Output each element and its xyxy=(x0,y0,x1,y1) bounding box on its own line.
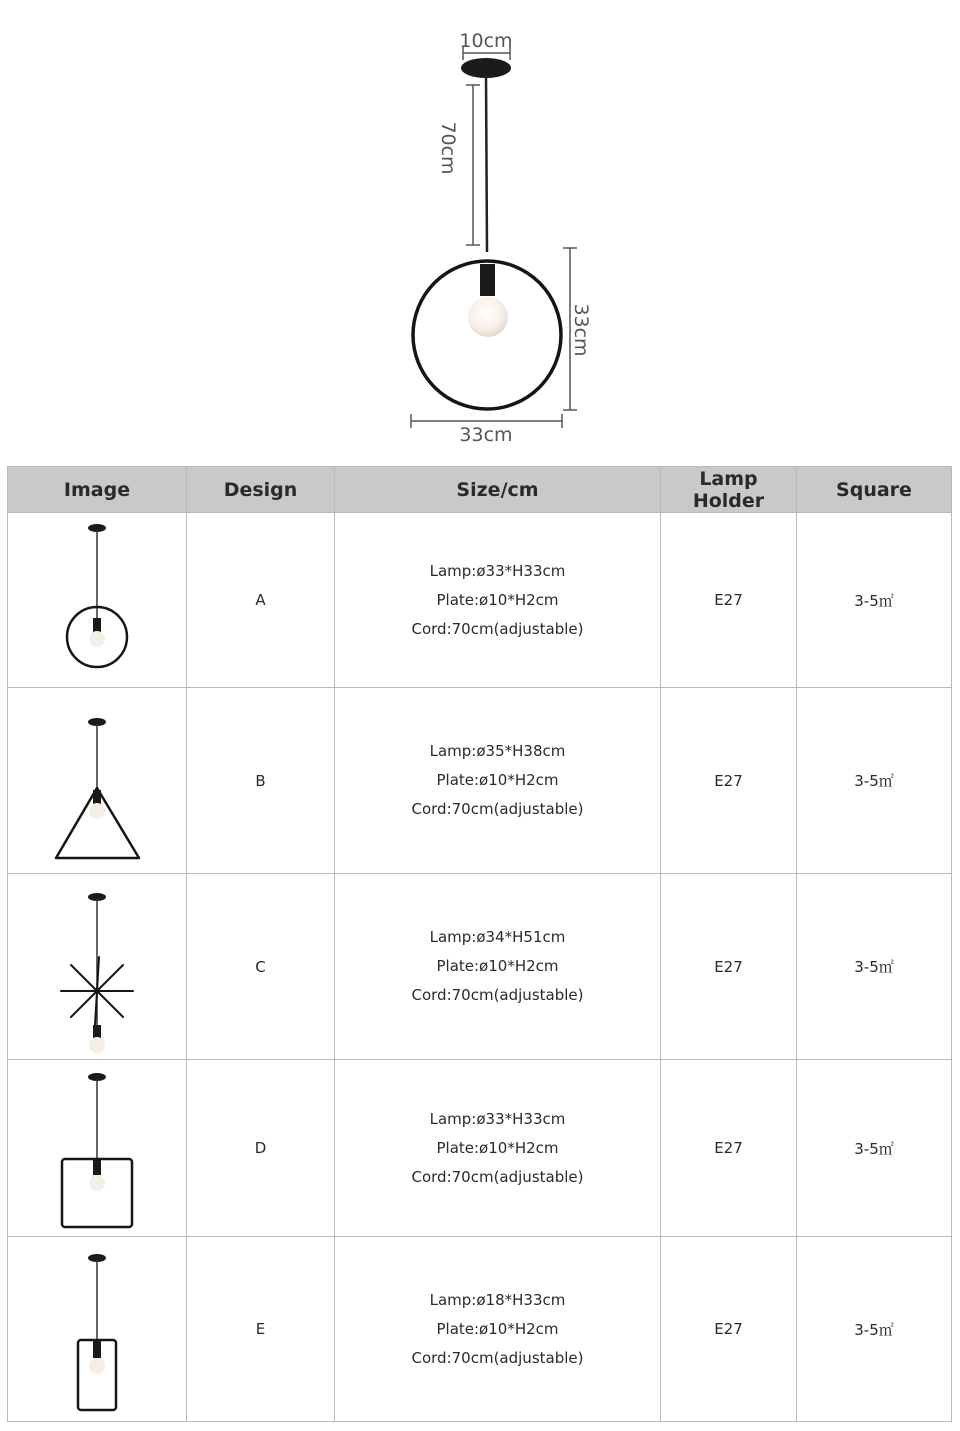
plate-width-dimension xyxy=(459,30,512,60)
size-cell xyxy=(335,688,661,874)
header-size: Size/cm xyxy=(335,467,661,513)
header-image: Image xyxy=(8,467,187,513)
cord xyxy=(486,75,487,252)
cord-length-label: 70cm xyxy=(437,121,459,175)
header-design: Design xyxy=(187,467,335,513)
star-lamp-icon xyxy=(37,879,157,1055)
plate-width-label: 10cm xyxy=(459,30,513,52)
plate-size: Plate:ø10*H2cm xyxy=(436,1319,559,1338)
design-cell: B xyxy=(187,688,335,874)
plate-size: Plate:ø10*H2cm xyxy=(436,1138,559,1157)
cord-size: Cord:70cm(adjustable) xyxy=(411,1167,584,1186)
table-row xyxy=(8,1237,952,1422)
lamp-size: Lamp:ø33*H33cm xyxy=(429,561,566,580)
lamp-holder-cell: E27 xyxy=(661,688,797,874)
lamp-height-label: 33cm xyxy=(570,303,592,357)
header-lamp-holder: Lamp Holder xyxy=(661,467,797,513)
image-cell xyxy=(8,874,187,1060)
design-cell: C xyxy=(187,874,335,1060)
image-cell xyxy=(8,688,187,874)
square-cell: 3-5㎡ xyxy=(797,688,952,874)
lamp-holder-cell: E27 xyxy=(661,513,797,688)
lamp-socket xyxy=(480,264,495,296)
lamp-size: Lamp:ø34*H51cm xyxy=(429,928,566,946)
plate-size: Plate:ø10*H2cm xyxy=(436,771,559,789)
lamp-size: Lamp:ø18*H33cm xyxy=(429,1290,566,1309)
lamp-height-dimension xyxy=(563,248,592,410)
lamp-holder-cell: E27 xyxy=(661,1237,797,1422)
design-cell: A xyxy=(187,513,335,688)
square-cell: 3-5㎡ xyxy=(797,513,952,688)
table-header-row xyxy=(8,467,952,513)
rectangle-lamp-icon xyxy=(37,1244,157,1414)
dimension-diagram xyxy=(0,0,960,462)
table-row xyxy=(8,688,952,874)
cord-length-dimension xyxy=(437,85,480,245)
lamp-width-dimension xyxy=(411,414,562,446)
lamp-holder-cell: E27 xyxy=(661,874,797,1060)
plate-size: Plate:ø10*H2cm xyxy=(436,957,559,975)
table-row xyxy=(8,513,952,688)
lamp-size: Lamp:ø35*H38cm xyxy=(429,742,566,760)
lamp-size: Lamp:ø33*H33cm xyxy=(429,1109,566,1128)
lamp-holder-cell: E27 xyxy=(661,1060,797,1237)
cord-size: Cord:70cm(adjustable) xyxy=(411,800,584,818)
size-cell xyxy=(335,1237,661,1422)
image-cell xyxy=(8,1237,187,1422)
square-lamp-icon xyxy=(37,1065,157,1231)
square-cell: 3-5㎡ xyxy=(797,1237,952,1422)
header-square: Square xyxy=(797,467,952,513)
design-cell: D xyxy=(187,1060,335,1237)
size-cell xyxy=(335,513,661,688)
light-bulb xyxy=(468,297,508,337)
triangle-lamp-icon xyxy=(37,696,157,866)
square-cell: 3-5㎡ xyxy=(797,1060,952,1237)
size-cell xyxy=(335,1060,661,1237)
size-cell xyxy=(335,874,661,1060)
plate-size: Plate:ø10*H2cm xyxy=(436,590,559,609)
circle-lamp-icon xyxy=(37,520,157,680)
lamp-width-label: 33cm xyxy=(459,424,513,446)
table-row xyxy=(8,874,952,1060)
square-cell: 3-5㎡ xyxy=(797,874,952,1060)
image-cell xyxy=(8,513,187,688)
cord-size: Cord:70cm(adjustable) xyxy=(411,986,584,1004)
design-cell: E xyxy=(187,1237,335,1422)
image-cell xyxy=(8,1060,187,1237)
cord-size: Cord:70cm(adjustable) xyxy=(411,1348,584,1367)
cord-size: Cord:70cm(adjustable) xyxy=(411,619,584,638)
spec-table xyxy=(7,466,952,1422)
table-row xyxy=(8,1060,952,1237)
